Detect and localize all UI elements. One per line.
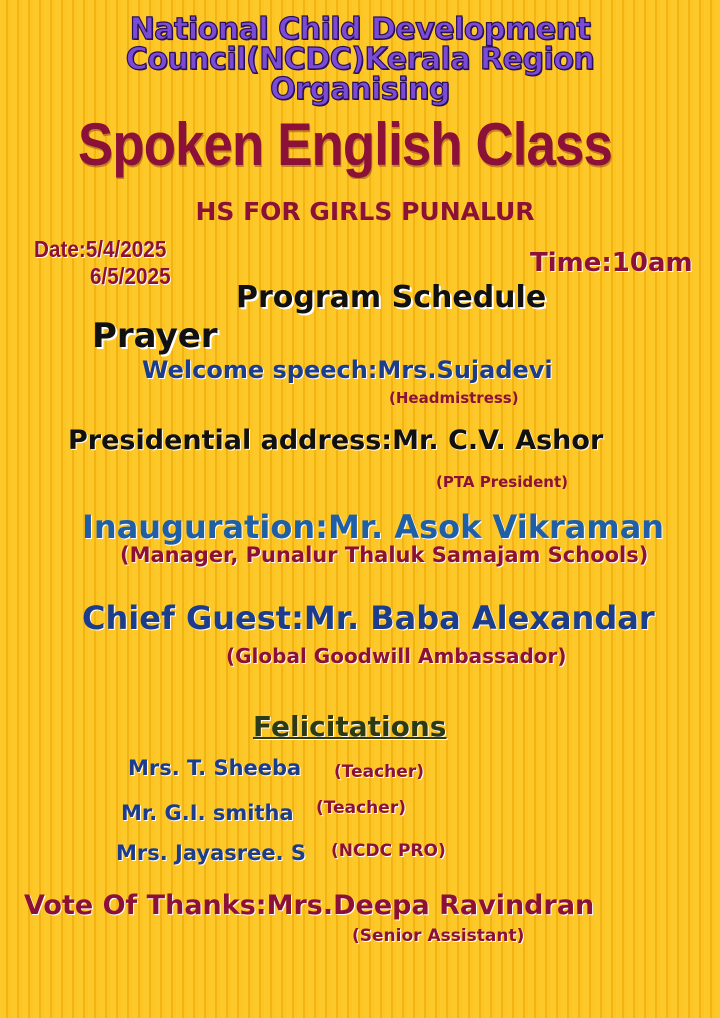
prayer: Prayer <box>92 316 218 356</box>
time: Time:10am <box>530 248 693 278</box>
organizer-line-1: National Child Development <box>129 12 591 47</box>
vote-of-thanks: Vote Of Thanks:Mrs.Deepa Ravindran <box>24 890 595 921</box>
felicitation-role: (Teacher) <box>334 762 424 782</box>
schedule-heading: Program Schedule <box>236 280 547 315</box>
welcome-role: (Headmistress) <box>389 389 519 407</box>
felicitation-name: Mr. G.I. smitha <box>121 801 294 825</box>
presidential-address: Presidential address:Mr. C.V. Ashor <box>68 425 604 456</box>
organizer-line-3: Organising <box>270 72 450 107</box>
presidential-role: (PTA President) <box>436 473 568 491</box>
welcome-speech: Welcome speech:Mrs.Sujadevi <box>142 356 553 384</box>
organizer-line-2: Council(NCDC)Kerala Region <box>125 42 595 77</box>
felicitation-role: (Teacher) <box>316 798 406 818</box>
inauguration-role: (Manager, Punalur Thaluk Samajam Schools) <box>120 543 649 567</box>
felicitations-heading: Felicitations <box>253 710 447 743</box>
chief-guest-role: (Global Goodwill Ambassador) <box>226 644 567 668</box>
date-line-1: Date:5/4/2025 <box>34 236 167 262</box>
inauguration: Inauguration:Mr. Asok Vikraman <box>82 508 665 546</box>
vote-of-thanks-role: (Senior Assistant) <box>352 926 525 946</box>
chief-guest: Chief Guest:Mr. Baba Alexandar <box>82 599 655 637</box>
venue: HS FOR GIRLS PUNALUR <box>195 197 535 226</box>
felicitation-name: Mrs. T. Sheeba <box>128 756 302 780</box>
felicitation-role: (NCDC PRO) <box>331 841 446 861</box>
felicitation-name: Mrs. Jayasree. S <box>116 841 306 865</box>
date-line-2: 6/5/2025 <box>90 263 171 289</box>
poster-title: Spoken English Class <box>77 111 613 178</box>
